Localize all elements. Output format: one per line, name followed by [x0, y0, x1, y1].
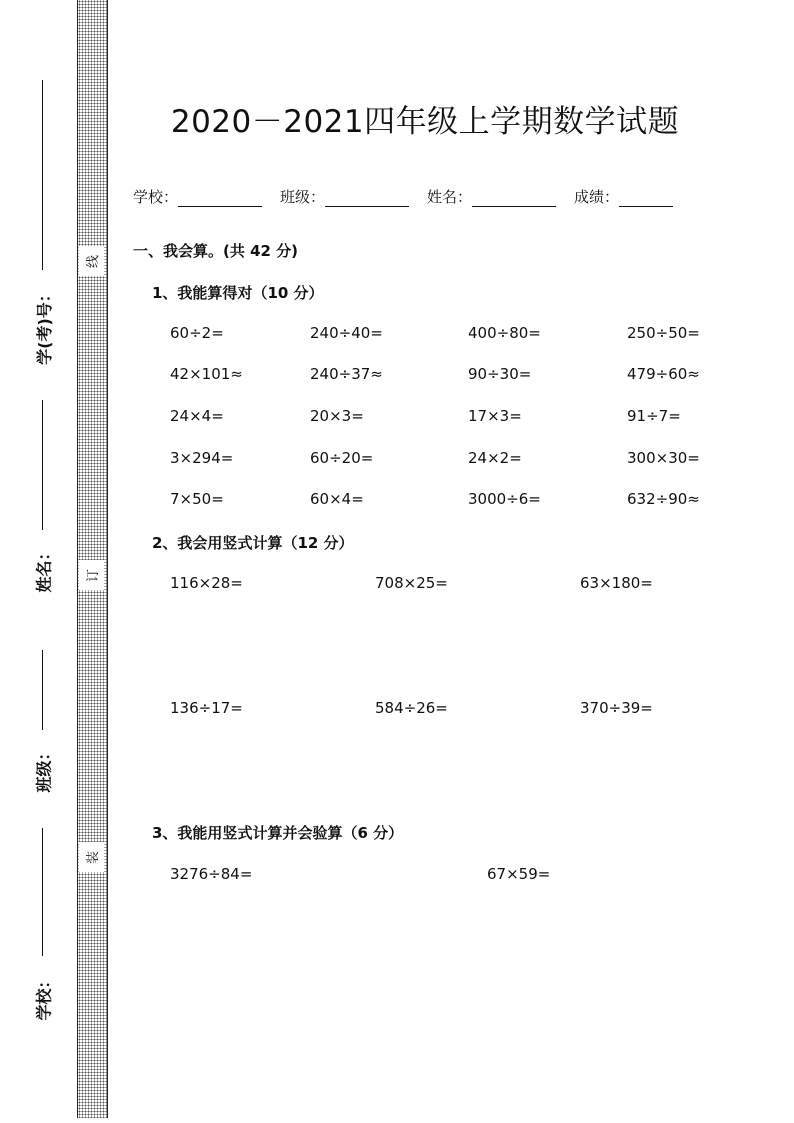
problem: 60÷2= — [170, 324, 224, 342]
problem: 3000÷6= — [468, 490, 541, 508]
side-field-school: 学校： — [34, 971, 54, 1021]
side-field-name: 姓名： — [34, 543, 54, 593]
side-line-school — [42, 828, 43, 956]
problem: 708×25= — [375, 574, 448, 592]
problem: 60÷20= — [310, 449, 374, 467]
problem: 240÷37≈ — [310, 365, 383, 383]
problem: 370÷39= — [580, 699, 653, 717]
side-line-student-id — [42, 80, 43, 270]
info-score: 成绩： — [574, 186, 673, 207]
section-1-title: 一、我会算。(共 42 分) — [133, 242, 299, 260]
problem: 240÷40= — [310, 324, 383, 342]
problem: 250÷50= — [627, 324, 700, 342]
info-name: 姓名： — [427, 186, 556, 207]
problem: 300×30= — [627, 449, 700, 467]
problem: 116×28= — [170, 574, 243, 592]
problem: 584÷26= — [375, 699, 448, 717]
name-blank[interactable] — [472, 188, 556, 207]
problem: 17×3= — [468, 407, 522, 425]
problem: 67×59= — [487, 865, 551, 883]
part-2-title: 2、我会用竖式计算（12 分） — [152, 534, 354, 552]
binding-label-bind: 装 — [79, 842, 104, 872]
page-title: 2020－2021四年级上学期数学试题 — [170, 104, 680, 140]
problem: 20×3= — [310, 407, 364, 425]
problem: 3×294= — [170, 449, 234, 467]
side-line-class — [42, 650, 43, 730]
side-field-class: 班级： — [34, 743, 54, 793]
problem: 60×4= — [310, 490, 364, 508]
problem: 400÷80= — [468, 324, 541, 342]
problem: 136÷17= — [170, 699, 243, 717]
school-blank[interactable] — [178, 188, 262, 207]
problem: 24×4= — [170, 407, 224, 425]
binding-label-line: 线 — [79, 246, 104, 276]
class-blank[interactable] — [325, 188, 409, 207]
problem: 632÷90≈ — [627, 490, 700, 508]
part-1-title: 1、我能算得对（10 分） — [152, 284, 324, 302]
part-3-title: 3、我能用竖式计算并会验算（6 分） — [152, 824, 404, 842]
problem: 63×180= — [580, 574, 653, 592]
problem: 42×101≈ — [170, 365, 243, 383]
student-info-row — [133, 186, 733, 207]
problem: 91÷7= — [627, 407, 681, 425]
info-class: 班级： — [280, 186, 409, 207]
problem: 479÷60≈ — [627, 365, 700, 383]
problem: 3276÷84= — [170, 865, 253, 883]
binding-strip — [77, 0, 108, 1118]
problem: 24×2= — [468, 449, 522, 467]
side-line-name — [42, 400, 43, 530]
side-field-student-id: 学(考)号： — [34, 285, 54, 365]
problem: 90÷30= — [468, 365, 532, 383]
binding-label-order: 订 — [79, 560, 104, 590]
score-blank[interactable] — [619, 188, 673, 207]
problem: 7×50= — [170, 490, 224, 508]
info-school: 学校： — [133, 186, 262, 207]
